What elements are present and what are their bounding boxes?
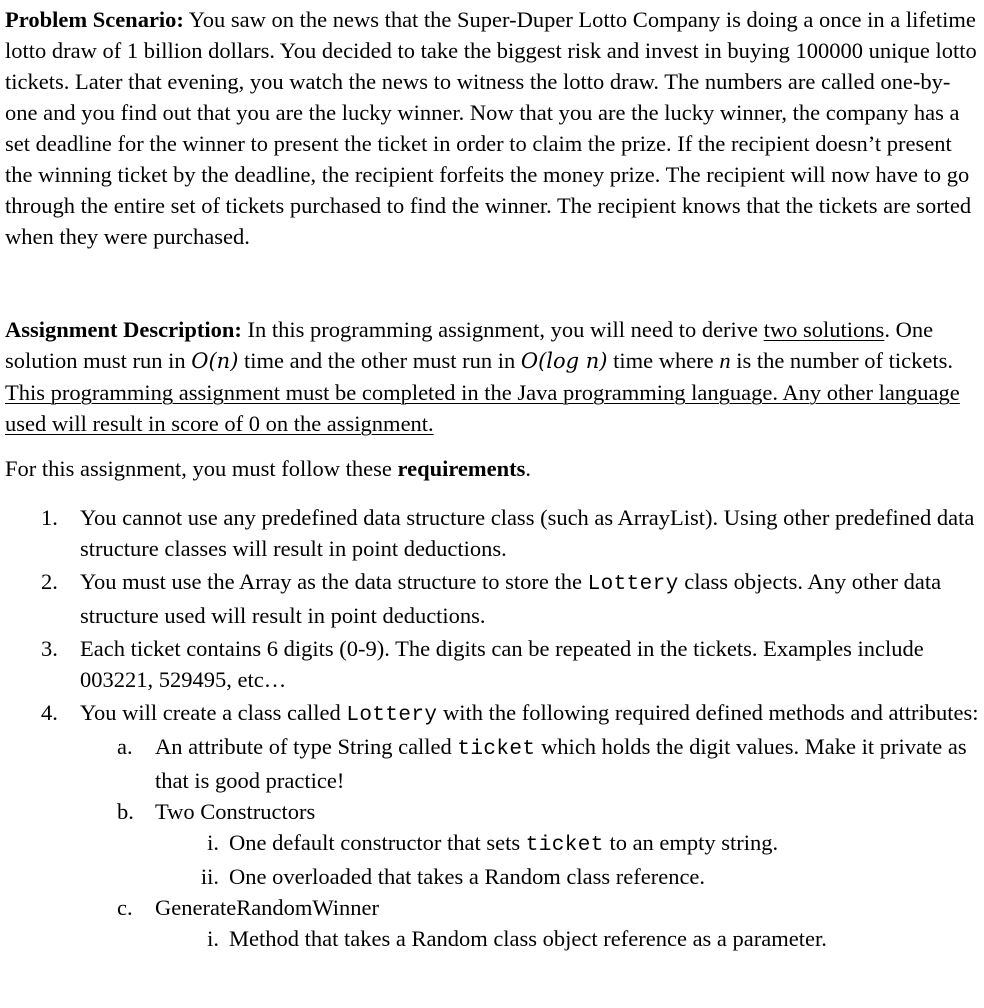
sub-item-b-i (5, 827, 979, 861)
sub-sub-item-numeral: i. (207, 926, 219, 951)
problem-scenario-text: You saw on the news that the Super-Duper Lotto Company is doing a once in a lifetime lotto draw of 1 billion dollars. You decided to take the biggest risk and invest in buying 100000 unique lotto tickets. Later that evening, you watch the news to witness the lotto draw. The numbers are called one-by-one and you find out that you are the lucky winner. Now that you are the lucky winner, the company has a set deadline for the winner to present the ticket in order to claim the prize. If the recipient doesn’t present the winning ticket by the deadline, the recipient forfeits the money prize. The recipient will now have to go through the entire set of tickets purchased to find the winner. The recipient knows that the tickets are sorted when they were purchased. (5, 7, 977, 249)
o-n-notation: O(n) (191, 349, 239, 373)
lottery-code: Lottery (587, 573, 679, 596)
sub-item-letter: a. (117, 734, 133, 759)
ticket-code: ticket (457, 738, 536, 761)
requirements-intro-text: For this assignment, you must follow these (5, 456, 398, 481)
assignment-text-2: . One solution must run in (5, 317, 934, 373)
assignment-text-4: time where (607, 348, 720, 373)
sub-item-letter: c. (117, 895, 133, 920)
lottery-code: Lottery (346, 704, 438, 727)
requirement-item-1 (5, 502, 979, 564)
requirements-intro (5, 453, 979, 484)
requirements-intro-end: . (525, 456, 532, 481)
requirement-text: Each ticket contains 6 digits (0-9). The digits can be repeated in the tickets. Examples include 003221, 529495, etc… (80, 636, 924, 692)
document-page (5, 4, 979, 954)
requirement-item-3 (5, 633, 979, 695)
requirement-item-4 (5, 697, 979, 731)
requirement-item-2 (5, 566, 979, 631)
sub-sub-item-text: Method that takes a Random class object reference as a parameter. (229, 926, 827, 951)
requirement-number: 1. (41, 505, 58, 530)
problem-scenario-heading: Problem Scenario: (5, 7, 184, 32)
sub-sub-item-numeral: i. (207, 830, 219, 855)
assignment-text-3: time and the other must run in (238, 348, 521, 373)
o-log-n-notation: O(log n) (520, 349, 608, 373)
sub-sub-item-text-before: One default constructor that sets (229, 830, 526, 855)
assignment-description-paragraph (5, 314, 979, 439)
sub-item-b-ii (5, 861, 979, 892)
assignment-description-heading: Assignment Description: (5, 317, 242, 342)
requirement-text-before: You will create a class called (80, 700, 347, 725)
assignment-text-1: In this programming assignment, you will need to derive (241, 317, 764, 342)
sub-item-letter: b. (117, 799, 134, 824)
requirement-number: 2. (41, 569, 58, 594)
sub-item-text-after: which holds the digit values. Make it private as that is good practice! (155, 734, 967, 793)
sub-sub-item-text: One overloaded that takes a Random class reference. (229, 864, 706, 889)
sub-item-a (5, 731, 979, 796)
requirements-bold-word: requirements (397, 456, 526, 481)
sub-item-text: Two Constructors (155, 799, 316, 824)
requirements-list (5, 502, 979, 954)
sub-item-c-i (5, 923, 979, 954)
sub-sub-item-text-after: to an empty string. (603, 830, 779, 855)
assignment-text-5: is the number of tickets. (730, 348, 954, 373)
java-requirement-underlined: This programming assignment must be completed in the Java programming language. Any other language used will result in score of 0 on the assignment. (5, 380, 960, 436)
requirement-number: 3. (41, 636, 58, 661)
sub-sub-item-numeral: ii. (200, 864, 219, 889)
requirement-text-after: class objects. Any other data structure used will result in point deductions. (80, 569, 942, 628)
requirement-text-before: You must use the Array as the data structure to store the (80, 569, 588, 594)
n-variable: n (719, 348, 731, 373)
problem-scenario-paragraph (5, 4, 979, 252)
requirement-number: 4. (41, 700, 58, 725)
ticket-code: ticket (525, 834, 604, 857)
two-solutions-underlined: two solutions (763, 317, 885, 342)
requirement-text-after: with the following required defined methods and attributes: (437, 700, 979, 725)
requirement-text: You cannot use any predefined data structure class (such as ArrayList). Using other predefined data structure classes will result in point deductions. (80, 505, 975, 561)
sub-item-text: GenerateRandomWinner (155, 895, 380, 920)
sub-item-c (5, 892, 979, 923)
sub-item-b (5, 796, 979, 827)
sub-item-text-before: An attribute of type String called (155, 734, 458, 759)
